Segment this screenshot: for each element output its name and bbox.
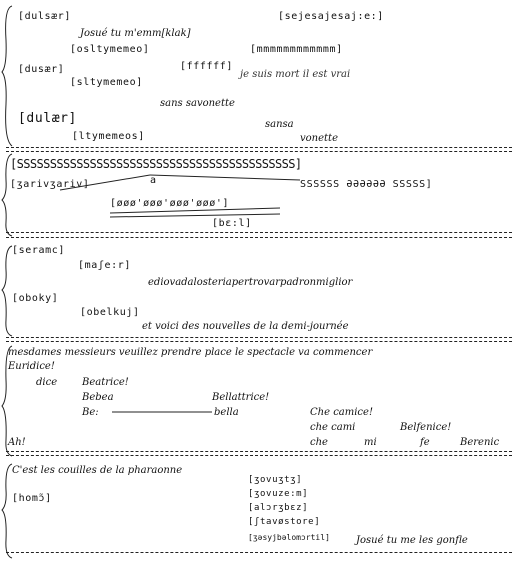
text-line: [alɔrʒbɛz] — [248, 503, 309, 513]
text-line: Josué tu m'emm[klak] — [80, 28, 191, 39]
text-line: Be: — [82, 407, 99, 418]
text-line: mesdames messieurs veuillez prendre place le spectacle va commencer — [8, 347, 373, 358]
text-line: [maʃe:r] — [78, 260, 131, 271]
text-line: [øøø'øøø'øøø'øøø'] — [110, 198, 230, 209]
text-line: ediovadalosteriapertrovarpadronmiglior — [148, 277, 353, 288]
text-line: Bellattrice! — [212, 392, 270, 403]
text-line: [mmmmmmmmmmmm] — [250, 44, 343, 55]
text-line: je suis mort il est vrai — [240, 69, 351, 80]
text-line: fe — [420, 437, 430, 448]
text-line: che — [310, 437, 328, 448]
separator — [6, 552, 512, 553]
text-line: [ʒəsyjbəlomɔrtil] — [248, 533, 330, 542]
text-line: sansa — [265, 119, 294, 130]
text-line: sans savonette — [160, 98, 235, 109]
text-line: Euridice! — [8, 361, 55, 372]
text-line: vonette — [300, 133, 338, 144]
text-line: [obelkuj] — [80, 307, 140, 318]
text-line: [ʃtavøstore] — [248, 517, 321, 527]
text-line: Ah! — [8, 437, 26, 448]
text-line: [dusær] — [18, 64, 65, 75]
text-line: [seramc] — [12, 245, 65, 256]
text-line: [SSSSSSSSSSSSSSSSSSSSSSSSSSSSSSSSSSSSSSSSSS] — [10, 157, 302, 171]
text-line: dice — [36, 377, 58, 388]
text-line: Josué tu me les gonfle — [356, 535, 468, 546]
text-line: et voici des nouvelles de la demi-journée — [142, 321, 349, 332]
text-line: Beatrice! — [82, 377, 129, 388]
text-line: SSSSSS ƏƏƏƏƏƏ SSSSS] — [300, 179, 433, 190]
text-line: mi — [364, 437, 377, 448]
text-line: [dulær] — [18, 111, 77, 126]
text-line: Berenic — [460, 437, 500, 448]
text-line: [oboky] — [12, 293, 59, 304]
text-line: [ʒarivʒariv] — [10, 179, 90, 190]
text-line: Bebea — [82, 392, 114, 403]
text-line: a — [150, 175, 157, 186]
text-line: [dulsær] — [18, 11, 71, 22]
text-line: bella — [214, 407, 239, 418]
text-line: Che camice! — [310, 407, 373, 418]
text-line: [ʒovuze:m] — [248, 489, 309, 499]
text-line: [sltymemeo] — [70, 77, 143, 88]
text-line: [ʒovuʒtʒ] — [248, 475, 303, 485]
text-line: [homɔ̃] — [12, 493, 52, 504]
text-line: [ffffff] — [180, 61, 233, 72]
text-line: [bɛ:l] — [212, 218, 252, 229]
text-line: [osltymemeo] — [70, 44, 150, 55]
text-line: che cami — [310, 422, 356, 433]
text-line: [ltymemeos] — [72, 131, 145, 142]
text-line: C'est les couilles de la pharaonne — [12, 465, 183, 476]
separator — [6, 451, 512, 452]
separator — [6, 455, 512, 456]
text-line: Belfenice! — [400, 422, 452, 433]
text-line: [sejesajesaj:e:] — [278, 11, 384, 22]
